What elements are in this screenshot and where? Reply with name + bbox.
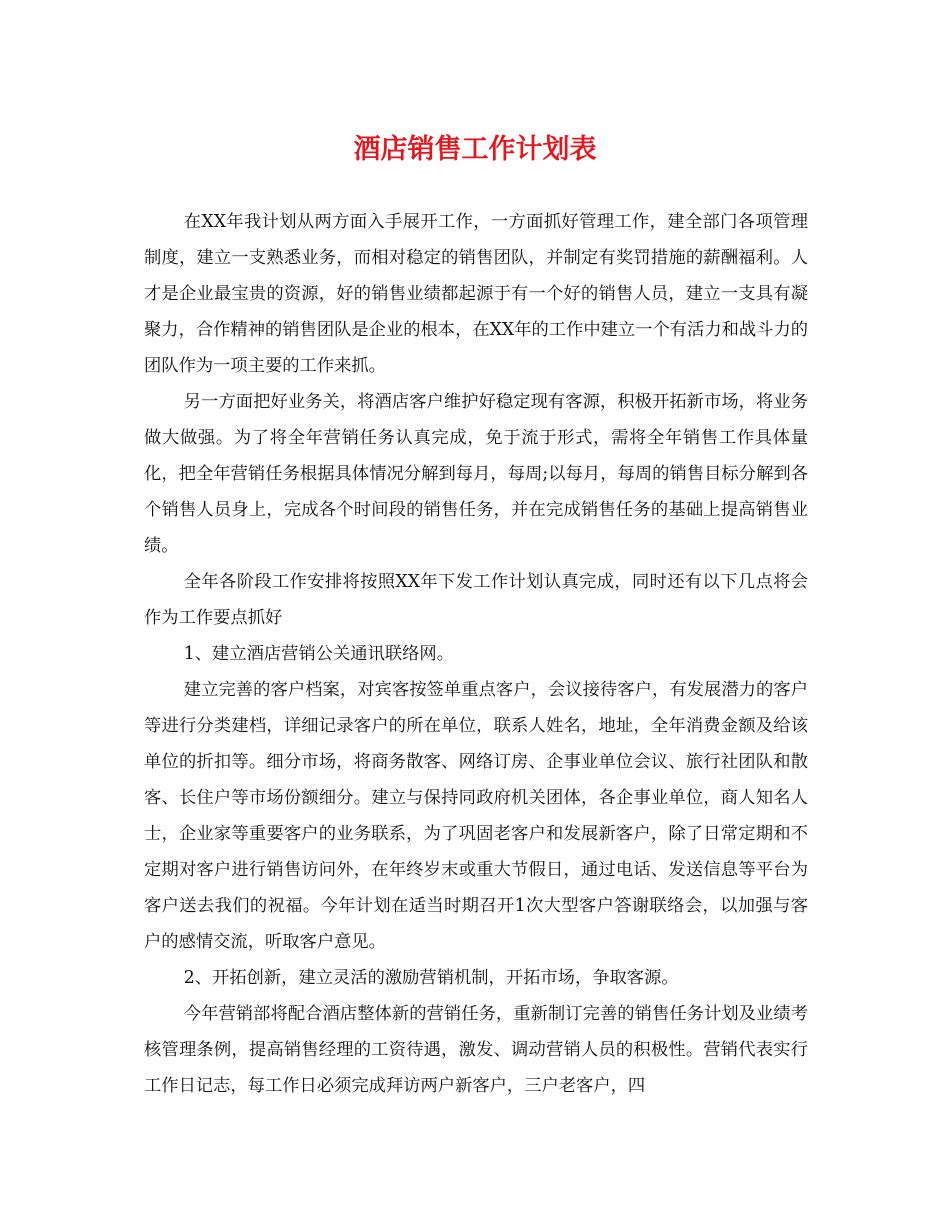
paragraph-intro: 在XX年我计划从两方面入手展开工作，一方面抓好管理工作，建全部门各项管理制度，建立一支熟悉业务，而相对稳定的销售团队，并制定有奖罚措施的薪酬福利。人才是企业最宝贵的资源，好的销售业绩都起源于有一个好的销售人员，建立一支具有凝聚力，合作精神的销售团队是企业的根本，在XX年的工作中建立一个有活力和战斗力的团队作为一项主要的工作来抓。 [144,212,809,376]
section-heading-2: 2、开拓创新，建立灵活的激励营销机制，开拓市场，争取客源。 [183,968,679,988]
paragraph-marketing-mechanism: 今年营销部将配合酒店整体新的营销任务，重新制订完善的销售任务计划及业绩考核管理条例，提高销售经理的工资待遇，激发、调动营销人员的积极性。营销代表实行工作日记志，每工作日必须完成拜访两户新客户，三户老客户，四 [144,1004,808,1096]
paragraph-business: 另一方面把好业务关，将酒店客户维护好稳定现有客源，积极开拓新市场，将业务做大做强。为了将全年营销任务认真完成，免于流于形式，需将全年销售工作具体量化，把全年营销任务根据具体情况分解到每月，每周;以每月，每周的销售目标分解到各个销售人员身上，完成各个时间段的销售任务，并在完成销售任务的基础上提高销售业绩。 [144,392,808,556]
document-body [144,204,808,1104]
section-heading-1: 1、建立酒店营销公关通讯联络网。 [183,644,454,664]
document-title: 酒店销售工作计划表 [353,134,597,165]
paragraph-customer-archive: 建立完善的客户档案，对宾客按签单重点客户，会议接待客户，有发展潜力的客户等进行分类建档，详细记录客户的所在单位，联系人姓名，地址，全年消费金额及给该单位的折扣等。细分市场，将商务散客、网络订房、企事业单位会议、旅行社团队和散客、长住户等市场份额细分。建立与保持同政府机关团体，各企事业单位，商人知名人士，企业家等重要客户的业务联系，为了巩固老客户和发展新客户，除了日常定期和不定期对客户进行销售访问外，在年终岁末或重大节假日，通过电话、发送信息等平台为客户送去我们的祝福。今年计划在适当时期召开1次大型客户答谢联络会，以加强与客户的感情交流，听取客户意见。 [144,680,808,952]
paragraph-annual-plan: 全年各阶段工作安排将按照XX年下发工作计划认真完成，同时还有以下几点将会作为工作要点抓好 [144,572,808,628]
